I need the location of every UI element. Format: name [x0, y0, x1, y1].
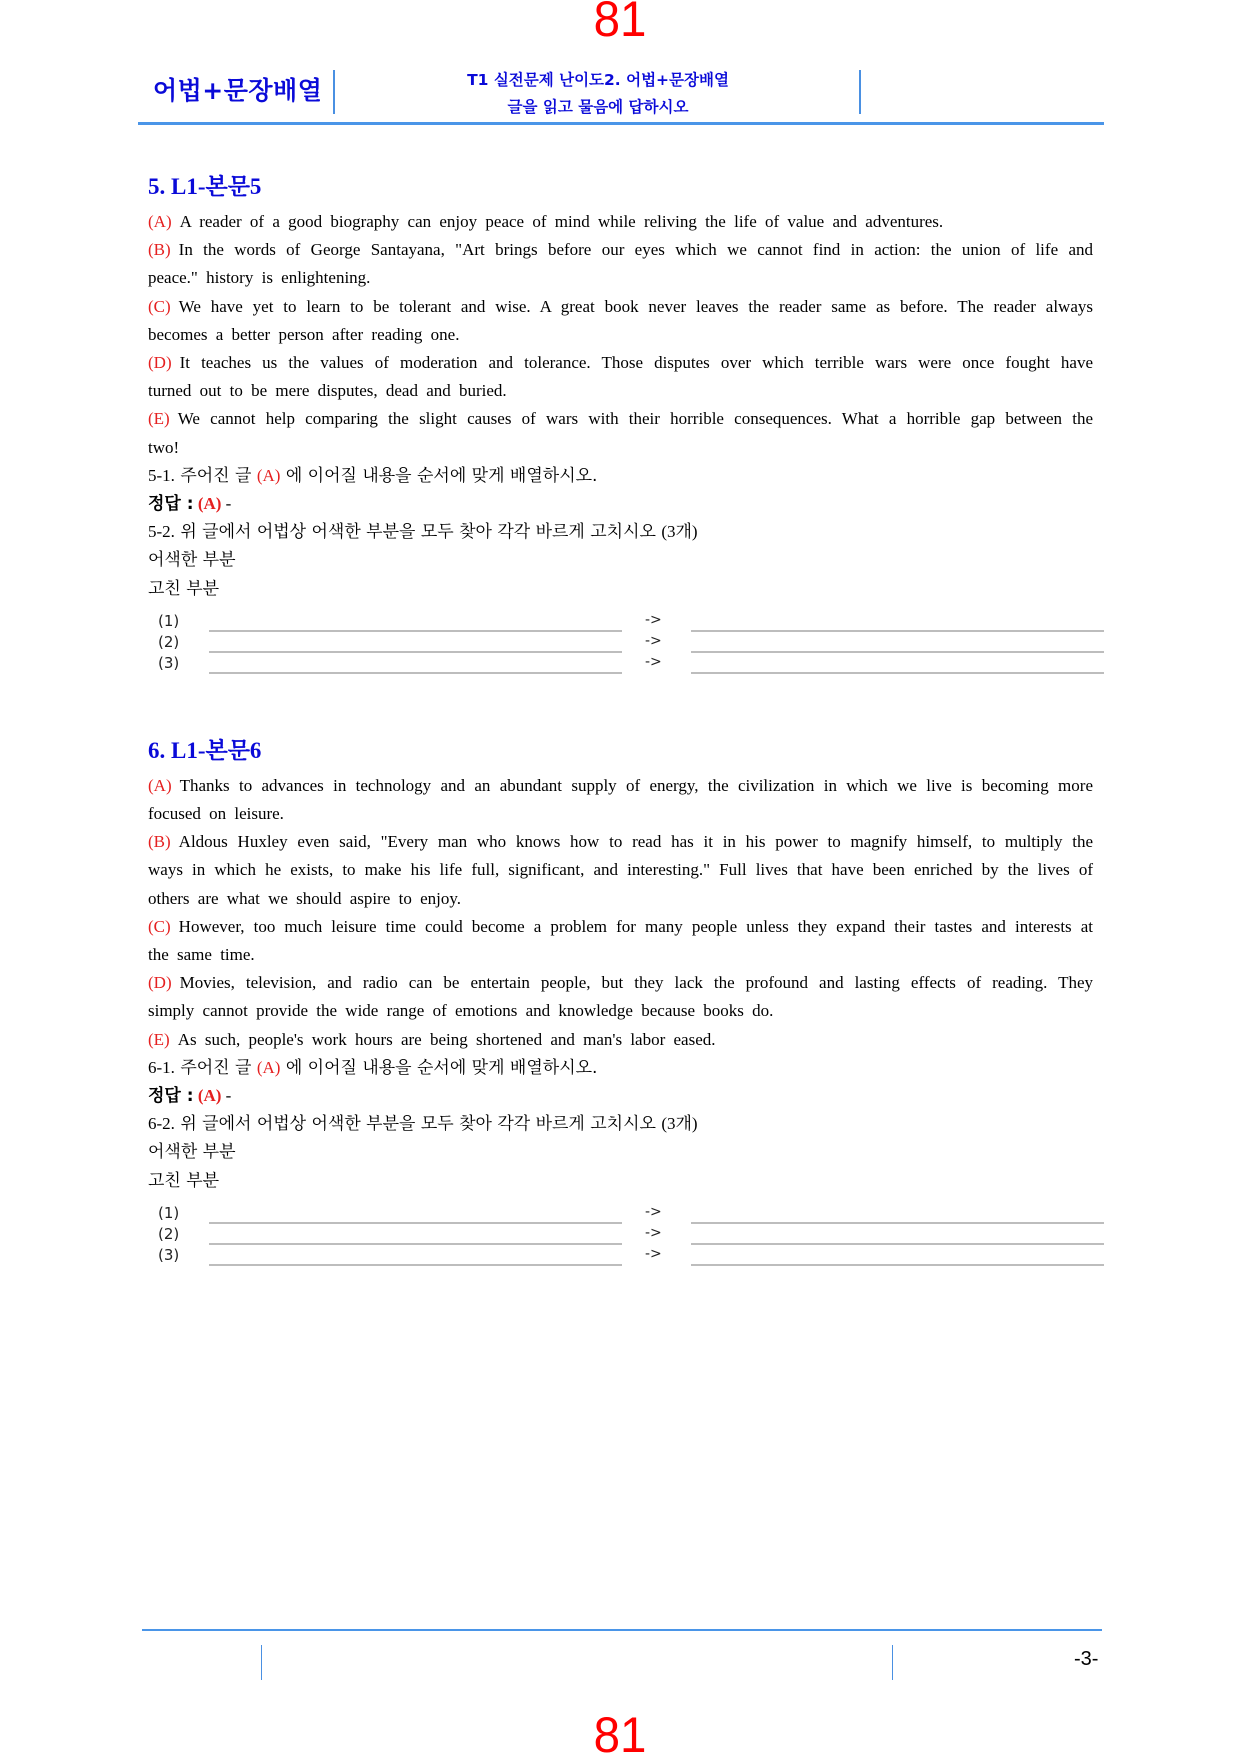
section-title: 5. L1-본문5	[148, 174, 262, 199]
paragraph-b	[148, 236, 1093, 292]
paragraph-text: We cannot help comparing the slight causes of wars with their horrible consequences. What a horrible gap between the two!	[148, 409, 1093, 457]
question-ref: (A)	[256, 465, 281, 485]
question-text-post: 에 이어질 내용을 순서에 맞게 배열하시오.	[285, 1057, 598, 1078]
correction-table	[158, 611, 1093, 674]
paragraph-label: (A)	[148, 775, 172, 795]
row-number: (2)	[158, 632, 180, 651]
header-subtitle-1: T1 실전문제 난이도2. 어법+문장배열	[467, 71, 729, 89]
paragraph-label: (E)	[148, 409, 170, 429]
question-number: 6-2.	[148, 1114, 175, 1134]
paragraph-e	[148, 405, 1093, 461]
row-number: (2)	[158, 1224, 180, 1243]
paragraph-text: Thanks to advances in technology and an abundant supply of energy, the civilization in which we live is becoming more focused on leisure.	[148, 775, 1093, 824]
paragraph-text: As such, people's work hours are being shortened and man's labor eased.	[177, 1029, 716, 1049]
row-number: (3)	[158, 653, 180, 672]
correction-row	[158, 1224, 1093, 1245]
row-number: (1)	[158, 611, 180, 630]
worksheet-content	[148, 168, 1093, 1266]
row-number: (3)	[158, 1245, 180, 1264]
question-grammar	[148, 1110, 1093, 1138]
section-title: 6. L1-본문6	[148, 737, 262, 763]
correction-row	[158, 611, 1093, 632]
correction-row	[158, 1203, 1093, 1224]
wrong-answer-blank[interactable]	[209, 1264, 622, 1266]
paragraph-e	[148, 1026, 1093, 1054]
question-text: 위 글에서 어법상 어색한 부분을 모두 찾아 각각 바르게 고치시오	[180, 1114, 656, 1135]
paragraph-label: (B)	[148, 240, 171, 260]
question-grammar	[148, 518, 1093, 546]
correction-row	[158, 1245, 1093, 1266]
wrong-answer-blank[interactable]	[209, 672, 622, 674]
footer-divider	[261, 1645, 262, 1680]
answer-value: (A)	[197, 494, 222, 514]
answer-line	[148, 1082, 1093, 1110]
paragraph-c	[148, 913, 1093, 969]
question-count: (3개)	[661, 1114, 698, 1134]
header-divider	[859, 70, 861, 114]
fixed-answer-blank[interactable]	[691, 1264, 1104, 1266]
question-text-post: 에 이어질 내용을 순서에 맞게 배열하시오.	[285, 465, 598, 486]
paragraph-text: It teaches us the values of moderation and tolerance. Those disputes over which terrible wars were once fought have turned out to be mere disputes, dead and buried.	[148, 353, 1093, 401]
paragraph-text: A reader of a good biography can enjoy peace of mind while reliving the life of value and adventures.	[179, 212, 944, 231]
paragraph-text: We have yet to learn to be tolerant and wise. A great book never leaves the reader same as before. The reader always becomes a better person after reading one.	[148, 296, 1093, 344]
wrong-part-label: 어색한 부분	[148, 1142, 236, 1163]
question-section-6	[148, 736, 1093, 1266]
wrong-part-label: 어색한 부분	[148, 550, 236, 571]
arrow-icon: ->	[645, 653, 662, 670]
paragraph-label: (C)	[148, 916, 171, 936]
page-header	[138, 60, 1104, 126]
fixed-part-label: 고친 부분	[148, 578, 220, 599]
header-subtitle-2: 글을 읽고 물음에 답하시오	[507, 98, 689, 116]
question-text: 위 글에서 어법상 어색한 부분을 모두 찾아 각각 바르게 고치시오	[180, 522, 656, 543]
answer-suffix: -	[225, 1086, 232, 1106]
answer-line	[148, 490, 1093, 518]
paragraph-a	[148, 208, 1093, 236]
answer-label: 정답 :	[148, 1086, 194, 1107]
question-ref: (A)	[256, 1057, 281, 1077]
footer-rule	[142, 1629, 1102, 1631]
question-number: 5-1.	[148, 465, 175, 485]
paragraph-label: (D)	[148, 353, 172, 373]
arrow-icon: ->	[645, 611, 662, 628]
correction-row	[158, 653, 1093, 674]
question-ordering	[148, 1054, 1093, 1082]
fixed-part-label: 고친 부분	[148, 1170, 220, 1191]
paragraph-label: (B)	[148, 832, 171, 852]
footer-divider	[892, 1645, 893, 1680]
arrow-icon: ->	[645, 632, 662, 649]
row-number: (1)	[158, 1203, 180, 1222]
question-count: (3개)	[661, 522, 698, 542]
question-text-pre: 주어진 글	[180, 1057, 252, 1078]
paragraph-a	[148, 772, 1093, 828]
correction-row	[158, 632, 1093, 653]
question-ordering	[148, 462, 1093, 490]
watermark-top: 81	[593, 0, 647, 47]
section-spacer	[148, 674, 1093, 732]
fixed-answer-blank[interactable]	[691, 672, 1104, 674]
header-divider	[333, 70, 335, 114]
watermark-bottom: 81	[593, 1707, 647, 1763]
question-section-5	[148, 172, 1093, 674]
paragraph-c	[148, 293, 1093, 349]
header-rule	[138, 122, 1104, 125]
paragraph-label: (D)	[148, 973, 172, 993]
header-title: 어법+문장배열	[153, 76, 323, 105]
question-number: 6-1.	[148, 1057, 175, 1077]
question-text-pre: 주어진 글	[180, 465, 252, 486]
paragraph-b	[148, 828, 1093, 913]
answer-label: 정답 :	[148, 494, 194, 515]
paragraph-d	[148, 349, 1093, 405]
answer-suffix: -	[225, 494, 232, 514]
paragraph-text: Aldous Huxley even said, "Every man who knows how to read has it in his power to magnify himself, to multiply the ways in which he exists, to make his life full, significant, and interesting." Full lives that have been enriched by the lives of others are what we should aspire to enjoy.	[148, 832, 1093, 908]
correction-table	[158, 1203, 1093, 1266]
arrow-icon: ->	[645, 1203, 662, 1220]
paragraph-d	[148, 969, 1093, 1025]
question-number: 5-2.	[148, 522, 175, 542]
paragraph-text: Movies, television, and radio can be entertain people, but they lack the profound and lasting effects of reading. They simply cannot provide the wide range of emotions and knowledge because books do.	[148, 973, 1093, 1021]
arrow-icon: ->	[645, 1245, 662, 1262]
paragraph-text: In the words of George Santayana, "Art brings before our eyes which we cannot find in action: the union of life and peace." history is enlightening.	[148, 240, 1093, 288]
answer-value: (A)	[197, 1086, 222, 1106]
paragraph-text: However, too much leisure time could become a problem for many people unless they expand their tastes and interests at the same time.	[148, 916, 1093, 965]
arrow-icon: ->	[645, 1224, 662, 1241]
paragraph-label: (C)	[148, 296, 171, 316]
page-number: -3-	[1074, 1648, 1099, 1670]
paragraph-label: (E)	[148, 1029, 170, 1049]
paragraph-label: (A)	[148, 212, 172, 231]
